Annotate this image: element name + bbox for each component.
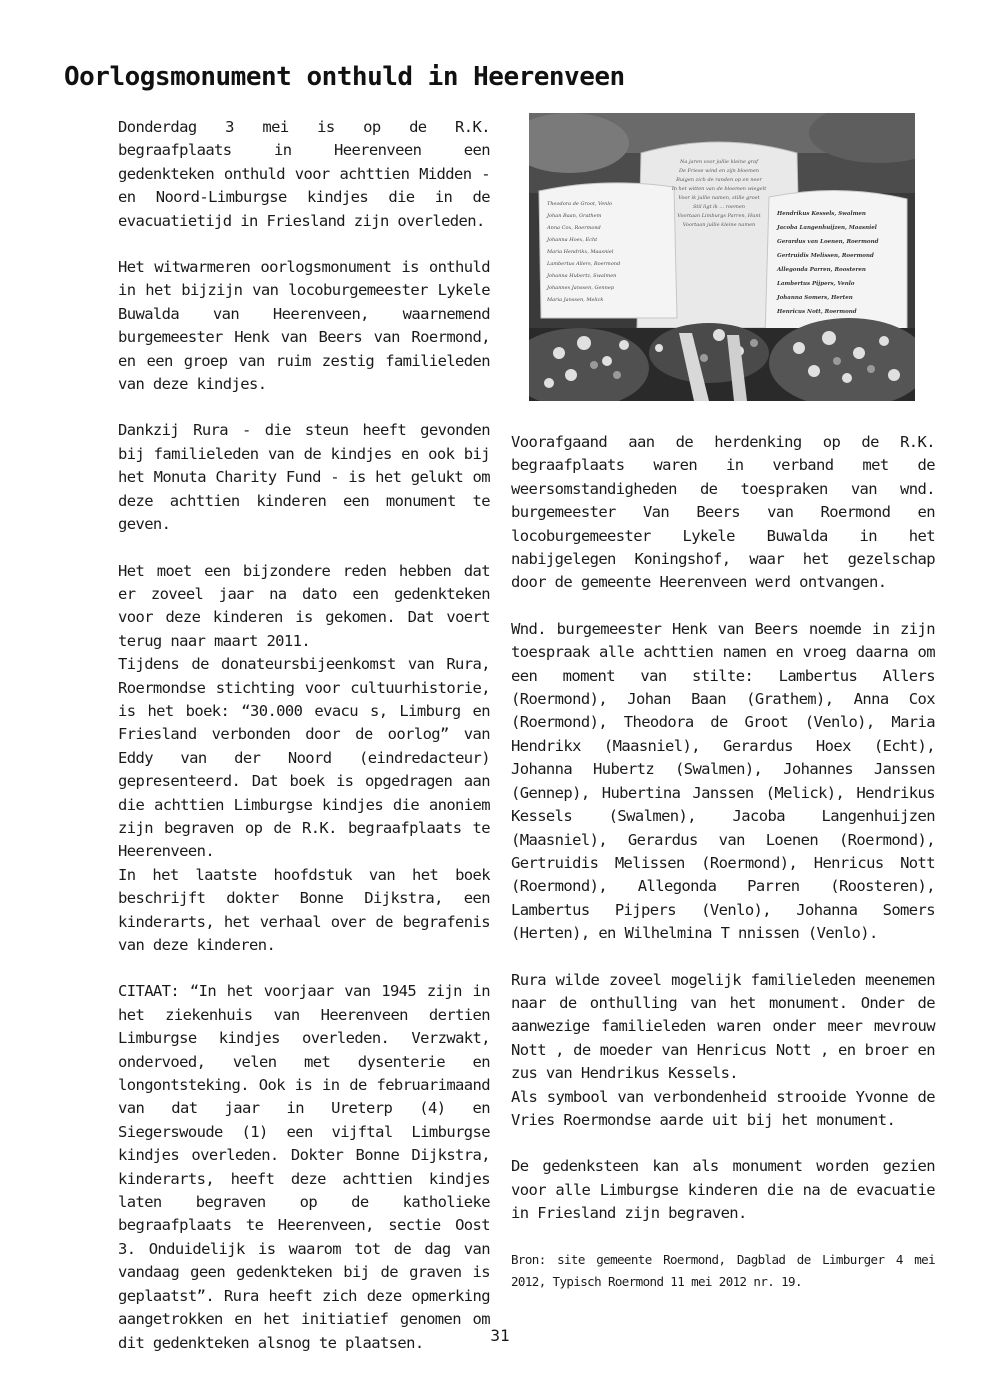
paragraph: Voorafgaand aan de herdenking op de R.K. begraafplaats waren in verband met de weersomstandigheden de toespraken van wnd. burgemeester Van Beers van Roermond en locoburgemeester Lykele Buwalda in het nabijgelegen Koningshof, waar het gezelschap door de gemeente Heerenveen werd ontvangen. xyxy=(511,433,935,592)
monument-inscription-line: Na jaren voor jullie kleine graf xyxy=(680,159,758,165)
monument-inscription-line: Voortaan jullie kleine namen xyxy=(682,222,756,228)
paragraph: Het witwarmeren oorlogsmonument is onthuld in het bijzijn van locoburgemeester Lykele Buwalda van Heerenveen, waarnemend burgemeester Henk van Beers van Roermond, en een groep van ruim zestig familieleden van deze kindjes. xyxy=(118,258,490,394)
monument-inscription-line: In het witten van de bloemen wiegelt xyxy=(671,186,767,192)
page-number: 31 xyxy=(490,1326,510,1345)
monument-inscription-line: Johan Baan, Grathem xyxy=(547,213,602,219)
paragraph: In het laatste hoofdstuk van het boek beschrijft dokter Bonne Dijkstra, een kinderarts, het verhaal over de begrafenis van deze kinderen. xyxy=(118,865,490,954)
right-column xyxy=(511,431,935,1316)
monument-inscription-line: Voortaan Limburgs Parren, Hunt xyxy=(677,213,761,219)
monument-inscription-line: Henricus Nott, Roermond xyxy=(777,309,857,315)
monument-inscription-line: Jacoba Langenhuijzen, Maasniel xyxy=(777,225,877,231)
monument-inscription-line: Buigen zich de randen op en neer xyxy=(676,177,762,183)
monument-inscription-line: Theodora de Groot, Venlo xyxy=(547,201,612,207)
monument-inscription-line: Gertruidis Melissen, Roermond xyxy=(777,253,874,259)
monument-inscription-line: Lambertus Allers, Roermond xyxy=(547,261,621,267)
left-column xyxy=(118,116,490,1378)
monument-inscription-line: Voor ik jullie namen, stille groet xyxy=(678,195,760,201)
paragraph: De gedenksteen kan als monument worden gezien voor alle Limburgse kinderen die na de evacuatie in Friesland zijn begraven. xyxy=(511,1157,935,1223)
monument-inscription-line: Maria Hendrikx, Maasniel xyxy=(547,249,614,255)
monument-inscription-line: Anna Cox, Roermond xyxy=(547,225,601,231)
monument-inscription-line: Johanna Hubertz, Swalmen xyxy=(547,273,617,279)
article-title: Oorlogsmonument onthuld in Heerenveen xyxy=(64,62,625,92)
monument-inscription-line: Maria Janssen, Melick xyxy=(547,297,604,303)
paragraph: Als symbool van verbondenheid strooide Yvonne de Vries Roermondse aarde uit bij het monument. xyxy=(511,1087,935,1129)
monument-inscription-line: De Friese wind en zijn bloemen xyxy=(678,168,760,174)
paragraph: Het moet een bijzondere reden hebben dat er zoveel jaar na dato een gedenkteken voor deze kinderen is gekomen. Dat voert terug naar maart 2011. xyxy=(118,561,490,650)
paragraph: Wnd. burgemeester Henk van Beers noemde in zijn toespraak alle achttien namen en vroeg daarna om een moment van stilte: Lambertus Allers (Roermond), Johan Baan (Grathem), Anna Cox (Roermond), Theodora de Groot (Venlo), Maria Hendrikx (Maasniel), Gerardus Hoex (Echt), Johanna Hubertz (Swalmen), Johannes Janssen (Gennep), Hubertina Janssen (Melick), Hendrikus Kessels (Swalmen), Jacoba Langenhuijzen (Maasniel), Gerardus van Loenen (Roermond), Gertruidis Melissen (Roermond), Henricus Nott (Roermond), Allegonda Parren (Roosteren), Lambertus Pijpers (Venlo), Johanna Somers (Herten), en Wilhelmina T nnissen (Venlo). xyxy=(511,619,935,943)
source-note: Bron: site gemeente Roermond, Dagblad de Limburger 4 mei 2012, Typisch Roermond 11 mei 2012 nr. 19. xyxy=(511,1251,935,1289)
paragraph: Rura wilde zoveel mogelijk familieleden meenemen naar de onthulling van het monument. Onder de aanwezige familieleden waren onder meer mevrouw Nott , de moeder van Henricus Nott , en broer en zus van Hendrikus Kessels. xyxy=(511,970,935,1083)
paragraph: Dankzij Rura - die steun heeft gevonden bij familieleden van de kindjes en ook bij het Monuta Charity Fund - is het gelukt om deze achttien kinderen een monument te geven. xyxy=(118,421,490,534)
monument-inscription-line: Lambertus Pijpers, Venlo xyxy=(777,281,855,287)
monument-inscription-line: Hendrikus Kessels, Swalmen xyxy=(777,211,866,217)
paragraph: Tijdens de donateursbijeenkomst van Rura, Roermondse stichting voor cultuurhistorie, is het boek: “30.000 evacu s, Limburg en Friesland verbonden door de oorlog” van Eddy van der Noord (eindredacteur) gepresenteerd. Dat boek is opgedragen aan die achttien Limburgse kindjes die anoniem zijn begraven op de R.K. begraafplaats te Heerenveen. xyxy=(118,655,490,861)
monument-photo-drawing xyxy=(529,113,915,401)
monument-inscription-line: Allegonda Parren, Roosteren xyxy=(777,267,866,273)
paragraph: Donderdag 3 mei is op de R.K. begraafplaats in Heerenveen een gedenkteken onthuld voor achttien Midden - en Noord-Limburgse kindjes die in de evacuatietijd in Friesland zijn overleden. xyxy=(118,118,490,230)
paragraph: CITAAT: “In het voorjaar van 1945 zijn in het ziekenhuis van Heerenveen dertien Limburgse kindjes overleden. Verzwakt, ondervoed, velen met dysenterie en longontsteking. Ook is in de februarimaand van dat jaar in Ureterp (4) en Siegerswoude (1) een vijftal Limburgse kindjes overleden. Dokter Bonne Dijkstra, kinderarts, heeft deze achttien kindjes laten begraven op de katholieke begraafplaats te Heerenveen, sectie Oost 3. Onduidelijk is waarom tot de dag van vandaag geen gedenkteken bij de graven is geplaatst”. Rura heeft zich deze opmerking aangetrokken en het initiatief genomen om dit gedenkteken alsnog te plaatsen. xyxy=(118,982,490,1352)
monument-inscription-line: Johannes Janssen, Gennep xyxy=(547,285,615,291)
monument-inscription-line: Gerardus van Loenen, Roermond xyxy=(777,239,879,245)
monument-photo xyxy=(529,113,915,401)
monument-inscription-line: Johanna Somers, Herten xyxy=(777,295,853,301)
monument-inscription-line: Johanna Hoex, Echt xyxy=(547,237,598,243)
monument-inscription-line: Stil ligt ik ... roemen xyxy=(692,204,746,210)
